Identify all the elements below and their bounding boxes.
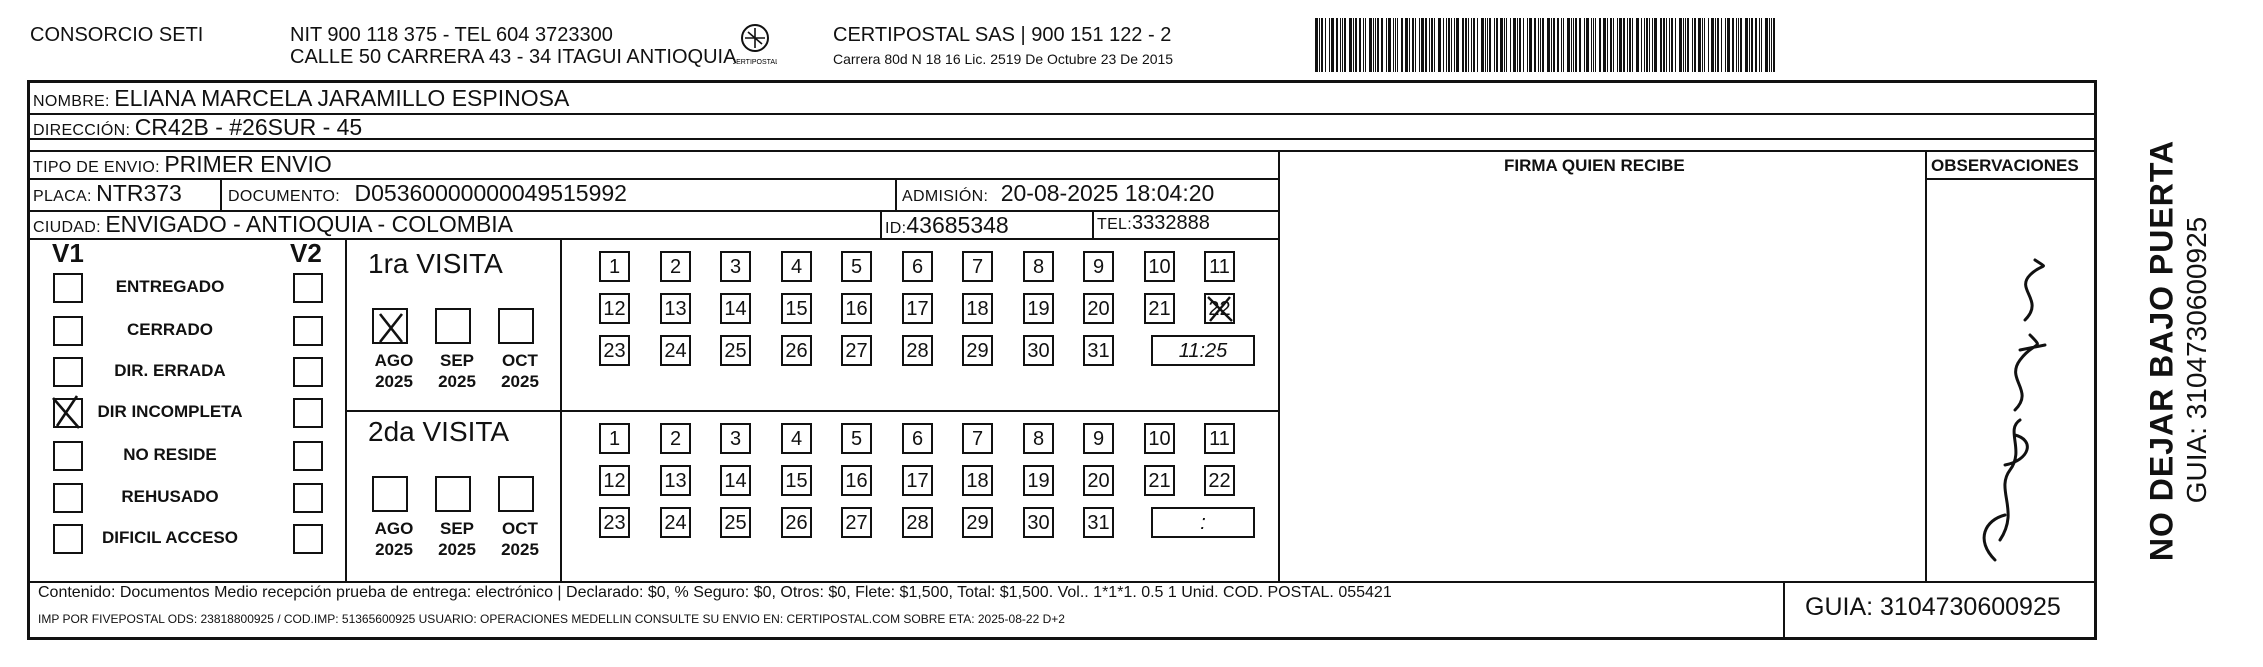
document-number: D05360000000049515992 — [354, 180, 627, 206]
barcode-bar — [1496, 18, 1498, 72]
barcode-bar — [1393, 18, 1394, 72]
barcode-bar — [1329, 18, 1330, 72]
barcode-bar — [1415, 18, 1416, 72]
day-box[interactable]: 8 — [1023, 251, 1054, 282]
barcode-bar — [1769, 18, 1770, 72]
recipient-signature — [1935, 240, 2085, 575]
barcode-bar — [1755, 18, 1757, 72]
barcode-bar — [1325, 18, 1326, 72]
barcode-bar — [1579, 18, 1581, 72]
barcode-bar — [1519, 18, 1521, 72]
month-year: 2025 — [438, 540, 476, 559]
barcode-bar — [1359, 18, 1361, 72]
barcode-bar — [1465, 18, 1467, 72]
barcode-bar — [1773, 18, 1775, 72]
barcode-bar — [1708, 18, 1709, 72]
barcode-bar — [1448, 18, 1450, 72]
imp-line: IMP POR FIVEPOSTAL ODS: 23818800925 / COD.IMP: 51365600925 USUARIO: OPERACIONES MEDELLIN CONSULTE SU ENVIO EN: CERTIPOSTAL.COM SOBRE ETA: 2025-08-22 D+2 — [38, 612, 1065, 626]
barcode-bar — [1702, 18, 1703, 72]
barcode-bar — [1373, 18, 1374, 72]
day-box[interactable]: 27 — [841, 335, 872, 366]
day-box[interactable]: 24 — [660, 507, 691, 538]
day-box[interactable]: 24 — [660, 335, 691, 366]
barcode-bar — [1363, 18, 1364, 72]
barcode-bar — [1454, 18, 1455, 72]
day-box[interactable]: 23 — [599, 507, 630, 538]
barcode-bar — [1732, 18, 1734, 72]
v2-checkbox[interactable] — [293, 398, 323, 428]
barcode-bar — [1671, 18, 1673, 72]
barcode-bar — [1599, 18, 1601, 72]
day-box[interactable]: 11 — [1204, 423, 1235, 454]
send-type-row — [33, 151, 332, 178]
day-box[interactable]: 6 — [902, 423, 933, 454]
status-label: DIR. ERRADA — [114, 361, 226, 380]
barcode-bar — [1473, 18, 1475, 72]
barcode-bar — [1603, 18, 1606, 72]
barcode-bar — [1617, 18, 1618, 72]
day-box[interactable]: 10 — [1144, 251, 1175, 282]
barcode-bar — [1771, 18, 1772, 72]
barcode-bar — [1412, 18, 1414, 72]
barcode-bar — [1331, 18, 1334, 72]
barcode-bar — [1517, 18, 1518, 72]
barcode-bar — [1527, 18, 1528, 72]
barcode-bar — [1397, 18, 1398, 72]
barcode-bar — [1489, 18, 1491, 72]
recipient-name: ELIANA MARCELA JARAMILLO ESPINOSA — [114, 85, 570, 111]
month-year: 2025 — [501, 372, 539, 391]
day-box[interactable]: 25 — [720, 335, 751, 366]
barcode-bar — [1321, 18, 1323, 72]
day-box[interactable]: 22 — [1204, 465, 1235, 496]
day-box[interactable]: 12 — [599, 465, 630, 496]
day-box[interactable]: 15 — [781, 465, 812, 496]
barcode-bar — [1717, 18, 1719, 72]
barcode-bar — [1557, 18, 1559, 72]
content-line: Contenido: Documentos Medio recepción prueba de entrega: electrónico | Declarado: $0, % Seguro: $0, Otros: $0, Flete: $1,500, Total: $1,500. Vol.. 1*1*1. 0.5 1 Unid. COD. POSTAL. 055421 — [38, 584, 1392, 601]
day-box[interactable]: 14 — [720, 293, 751, 324]
status-label: NO RESIDE — [123, 445, 217, 464]
barcode-bar — [1510, 18, 1511, 72]
month-year: 2025 — [375, 540, 413, 559]
side-panel — [2102, 82, 2222, 642]
barcode-bar — [1443, 18, 1444, 72]
recipient-id: 43685348 — [906, 212, 1009, 238]
barcode-bar — [1692, 18, 1693, 72]
barcode-bar — [1481, 18, 1484, 72]
barcode-bar — [1547, 18, 1550, 72]
barcode-bar — [1704, 18, 1705, 72]
barcode-bar — [1388, 18, 1391, 72]
barcode-bar — [1340, 18, 1341, 72]
time-box[interactable]: : — [1151, 507, 1255, 538]
status-label: ENTREGADO — [115, 277, 225, 296]
month-checkbox[interactable] — [435, 308, 471, 344]
barcode-bar — [1584, 18, 1585, 72]
v2-checkbox[interactable] — [293, 316, 323, 346]
month-checkbox[interactable] — [372, 308, 408, 344]
barcode-bar — [1745, 18, 1748, 72]
barcode-bar — [1644, 18, 1645, 72]
day-box[interactable]: 5 — [841, 423, 872, 454]
v2-label: V2 — [290, 238, 322, 268]
day-box[interactable]: 9 — [1083, 251, 1114, 282]
barcode-bar — [1344, 18, 1346, 72]
day-box[interactable]: 13 — [660, 293, 691, 324]
day-box[interactable]: 29 — [962, 335, 993, 366]
id-label: ID: — [885, 220, 907, 237]
barcode-bar — [1561, 18, 1562, 72]
plate-row — [33, 180, 182, 207]
plate-label: PLACA: — [33, 188, 92, 205]
v2-checkbox[interactable] — [293, 357, 323, 387]
day-box[interactable]: 12 — [599, 293, 630, 324]
barcode-bar — [1761, 18, 1762, 72]
barcode-bar — [1751, 18, 1753, 72]
barcode-bar — [1694, 18, 1696, 72]
form-frame — [27, 80, 2097, 640]
barcode-bar — [1666, 18, 1667, 72]
day-box[interactable]: 11 — [1204, 251, 1235, 282]
barcode-bar — [1593, 18, 1594, 72]
signature-header: FIRMA QUIEN RECIBE — [1504, 156, 1685, 175]
day-box[interactable]: 7 — [962, 423, 993, 454]
day-box[interactable]: 9 — [1083, 423, 1114, 454]
barcode-bar — [1679, 18, 1682, 72]
barcode-bar — [1523, 18, 1524, 72]
barcode-bar — [1613, 18, 1614, 72]
day-box[interactable]: 27 — [841, 507, 872, 538]
barcode-bar — [1534, 18, 1536, 72]
day-box[interactable]: 10 — [1144, 423, 1175, 454]
barcode-bar — [1591, 18, 1592, 72]
barcode-bar — [1669, 18, 1670, 72]
v2-checkbox[interactable] — [293, 273, 323, 303]
carrier-line: CERTIPOSTAL SAS | 900 151 122 - 2 — [833, 24, 1172, 46]
barcode-bar — [1365, 18, 1366, 72]
barcode-bar — [1375, 18, 1376, 72]
barcode-bar — [1434, 18, 1435, 72]
barcode-bar — [1652, 18, 1653, 72]
barcode-bar — [1471, 18, 1472, 72]
barcode-bar — [1446, 18, 1447, 72]
barcode-bar — [1540, 18, 1541, 72]
day-box[interactable]: 3 — [720, 423, 751, 454]
month-name: OCT — [502, 351, 538, 370]
recipient-tel: 3332888 — [1132, 212, 1210, 234]
day-box[interactable]: 18 — [962, 465, 993, 496]
barcode-bar — [1675, 18, 1676, 72]
barcode-bar — [1683, 18, 1684, 72]
day-box[interactable]: 7 — [962, 251, 993, 282]
barcode-bar — [1619, 18, 1622, 72]
barcode-bar — [1623, 18, 1625, 72]
barcode-bar — [1506, 18, 1507, 72]
time-box[interactable]: 11:25 — [1151, 335, 1255, 366]
barcode-bar — [1429, 18, 1430, 72]
barcode-bar — [1438, 18, 1441, 72]
barcode-bar — [1425, 18, 1427, 72]
company-name: CONSORCIO SETI — [30, 24, 204, 46]
month-checkbox[interactable] — [498, 308, 534, 344]
month-year: 2025 — [375, 372, 413, 391]
day-box[interactable]: 2 — [660, 423, 691, 454]
day-box[interactable]: 15 — [781, 293, 812, 324]
barcode-bar — [1542, 18, 1544, 72]
barcode-bar — [1759, 18, 1760, 72]
barcode-bar — [1336, 18, 1338, 72]
day-box[interactable]: 3 — [720, 251, 751, 282]
day-box[interactable]: 6 — [902, 251, 933, 282]
barcode-bar — [1468, 18, 1469, 72]
month-year: 2025 — [438, 372, 476, 391]
logo-caption: CERTIPOSTAL — [733, 59, 777, 66]
month-checkbox[interactable] — [435, 476, 471, 512]
plate: NTR373 — [96, 180, 182, 206]
day-box[interactable]: 26 — [781, 335, 812, 366]
day-box[interactable]: 1 — [599, 251, 630, 282]
barcode-bar — [1711, 18, 1714, 72]
day-box[interactable]: 26 — [781, 507, 812, 538]
send-type-label: TIPO DE ENVIO: — [33, 159, 160, 176]
day-box[interactable]: 4 — [781, 251, 812, 282]
barcode-bar — [1355, 18, 1357, 72]
barcode-bar — [1342, 18, 1343, 72]
day-box[interactable]: 25 — [720, 507, 751, 538]
admission-date: 20-08-2025 18:04:20 — [1000, 180, 1215, 206]
city-label: CIUDAD: — [33, 219, 101, 236]
barcode-bar — [1687, 18, 1689, 72]
barcode-bar — [1595, 18, 1596, 72]
month-checkbox[interactable] — [372, 476, 408, 512]
day-box[interactable]: 14 — [720, 465, 751, 496]
day-box[interactable]: 19 — [1023, 293, 1054, 324]
barcode-bar — [1765, 18, 1768, 72]
tel-row — [1097, 212, 1210, 235]
recipient-address: CR42B - #26SUR - 45 — [134, 114, 363, 140]
barcode-bar — [1395, 18, 1396, 72]
certipostal-logo — [733, 22, 777, 70]
month-year: 2025 — [501, 540, 539, 559]
barcode-bar — [1660, 18, 1662, 72]
barcode-bar — [1485, 18, 1486, 72]
day-box[interactable]: 22 — [1204, 293, 1235, 324]
barcode-bar — [1551, 18, 1552, 72]
barcode-bar — [1500, 18, 1503, 72]
barcode-bar — [1749, 18, 1750, 72]
barcode-bar — [1698, 18, 1701, 72]
v2-checkbox[interactable] — [293, 483, 323, 513]
day-box[interactable]: 5 — [841, 251, 872, 282]
status-label: DIFICIL ACCESO — [101, 528, 238, 547]
name-label: NOMBRE: — [33, 93, 110, 110]
day-box[interactable]: 28 — [902, 507, 933, 538]
v1-label: V1 — [52, 238, 84, 268]
day-box[interactable]: 31 — [1083, 507, 1114, 538]
barcode-bar — [1607, 18, 1608, 72]
barcode-bar — [1685, 18, 1686, 72]
status-label: REHUSADO — [121, 487, 219, 506]
day-box[interactable]: 4 — [781, 423, 812, 454]
tel-label: TEL: — [1097, 216, 1132, 233]
visit2-title: 2da VISITA — [368, 416, 510, 447]
day-box[interactable]: 13 — [660, 465, 691, 496]
barcode-bar — [1727, 18, 1730, 72]
day-box[interactable]: 23 — [599, 335, 630, 366]
barcode-bar — [1632, 18, 1633, 72]
barcode-bar — [1451, 18, 1452, 72]
day-box[interactable]: 16 — [841, 293, 872, 324]
barcode-bar — [1740, 18, 1742, 72]
month-name: SEP — [439, 519, 475, 538]
barcode-bar — [1567, 18, 1570, 72]
barcode-bar — [1421, 18, 1424, 72]
barcode-bar — [1405, 18, 1408, 72]
day-box[interactable]: 17 — [902, 465, 933, 496]
v2-checkbox[interactable] — [293, 524, 323, 554]
barcode-bar — [1721, 18, 1722, 72]
barcode-bar — [1641, 18, 1642, 72]
barcode-bar — [1315, 18, 1318, 72]
footer-guide: GUIA: 3104730600925 — [1805, 593, 2061, 621]
barcode-bar — [1401, 18, 1403, 72]
day-box[interactable]: 20 — [1083, 465, 1114, 496]
company-address: CALLE 50 CARRERA 43 - 34 ITAGUI ANTIOQUIA — [290, 46, 737, 68]
month-name: AGO — [374, 519, 414, 538]
barcode-bar — [1738, 18, 1739, 72]
barcode-bar — [1462, 18, 1464, 72]
city-row — [33, 211, 513, 238]
day-box[interactable]: 28 — [902, 335, 933, 366]
address-row — [33, 114, 362, 141]
barcode-bar — [1377, 18, 1379, 72]
barcode-bar — [1575, 18, 1577, 72]
month-name: SEP — [439, 351, 475, 370]
day-box[interactable]: 8 — [1023, 423, 1054, 454]
barcode-bar — [1319, 18, 1320, 72]
day-box[interactable]: 30 — [1023, 507, 1054, 538]
barcode-bar — [1369, 18, 1372, 72]
day-box[interactable]: 19 — [1023, 465, 1054, 496]
month-checkbox[interactable] — [498, 476, 534, 512]
day-box[interactable]: 21 — [1144, 293, 1175, 324]
barcode-bar — [1654, 18, 1657, 72]
barcode-bar — [1646, 18, 1648, 72]
barcode-bar — [1386, 18, 1387, 72]
barcode-bar — [1529, 18, 1532, 72]
barcode-bar — [1629, 18, 1631, 72]
day-box[interactable]: 20 — [1083, 293, 1114, 324]
day-box[interactable]: 31 — [1083, 335, 1114, 366]
day-box[interactable]: 16 — [841, 465, 872, 496]
status-label: CERRADO — [127, 320, 213, 339]
barcode-bar — [1571, 18, 1572, 72]
carrier-license: Carrera 80d N 18 16 Lic. 2519 De Octubre 23 De 2015 — [833, 51, 1174, 67]
barcode-bar — [1409, 18, 1410, 72]
barcode-bar — [1419, 18, 1420, 72]
day-box[interactable]: 30 — [1023, 335, 1054, 366]
day-box[interactable]: 17 — [902, 293, 933, 324]
observations-header: OBSERVACIONES — [1931, 156, 2079, 175]
barcode-bar — [1553, 18, 1555, 72]
name-row — [33, 85, 569, 112]
barcode-bar — [1487, 18, 1488, 72]
document-label: DOCUMENTO: — [228, 188, 341, 205]
city: ENVIGADO - ANTIOQUIA - COLOMBIA — [105, 211, 514, 237]
no-dejar-warning: NO DEJAR BAJO PUERTA — [2143, 139, 2180, 562]
barcode-bar — [1736, 18, 1737, 72]
address-label: DIRECCIÓN: — [33, 122, 131, 139]
barcode-bar — [1494, 18, 1495, 72]
barcode-bar — [1477, 18, 1478, 72]
barcode-bar — [1627, 18, 1628, 72]
barcode-bar — [1456, 18, 1459, 72]
day-box[interactable]: 29 — [962, 507, 993, 538]
v2-checkbox[interactable] — [293, 441, 323, 471]
document-row — [228, 180, 627, 207]
barcode — [1315, 18, 1949, 72]
side-guide: GUIA: 3104730600925 — [2181, 216, 2212, 504]
barcode-bar — [1349, 18, 1352, 72]
barcode-bar — [1663, 18, 1665, 72]
nit-line: NIT 900 118 375 - TEL 604 3723300 — [290, 24, 613, 46]
barcode-bar — [1504, 18, 1505, 72]
barcode-bar — [1573, 18, 1574, 72]
barcode-bar — [1431, 18, 1433, 72]
barcode-bar — [1381, 18, 1383, 72]
barcode-bar — [1513, 18, 1516, 72]
day-box[interactable]: 2 — [660, 251, 691, 282]
month-name: AGO — [374, 351, 414, 370]
day-box[interactable]: 21 — [1144, 465, 1175, 496]
barcode-bar — [1649, 18, 1650, 72]
barcode-bar — [1563, 18, 1564, 72]
admission-row — [902, 180, 1214, 207]
barcode-bar — [1353, 18, 1354, 72]
barcode-bar — [1636, 18, 1639, 72]
admission-label: ADMISIÓN: — [902, 188, 989, 205]
visit1-title: 1ra VISITA — [368, 248, 503, 279]
month-name: OCT — [502, 519, 538, 538]
barcode-bar — [1725, 18, 1726, 72]
send-type: PRIMER ENVIO — [164, 151, 332, 177]
id-row — [885, 212, 1009, 239]
barcode-bar — [1610, 18, 1612, 72]
barcode-bar — [1586, 18, 1589, 72]
barcode-bar — [1538, 18, 1539, 72]
day-box[interactable]: 18 — [962, 293, 993, 324]
barcode-bar — [1715, 18, 1716, 72]
status-label: DIR INCOMPLETA — [97, 402, 243, 421]
day-box[interactable]: 1 — [599, 423, 630, 454]
